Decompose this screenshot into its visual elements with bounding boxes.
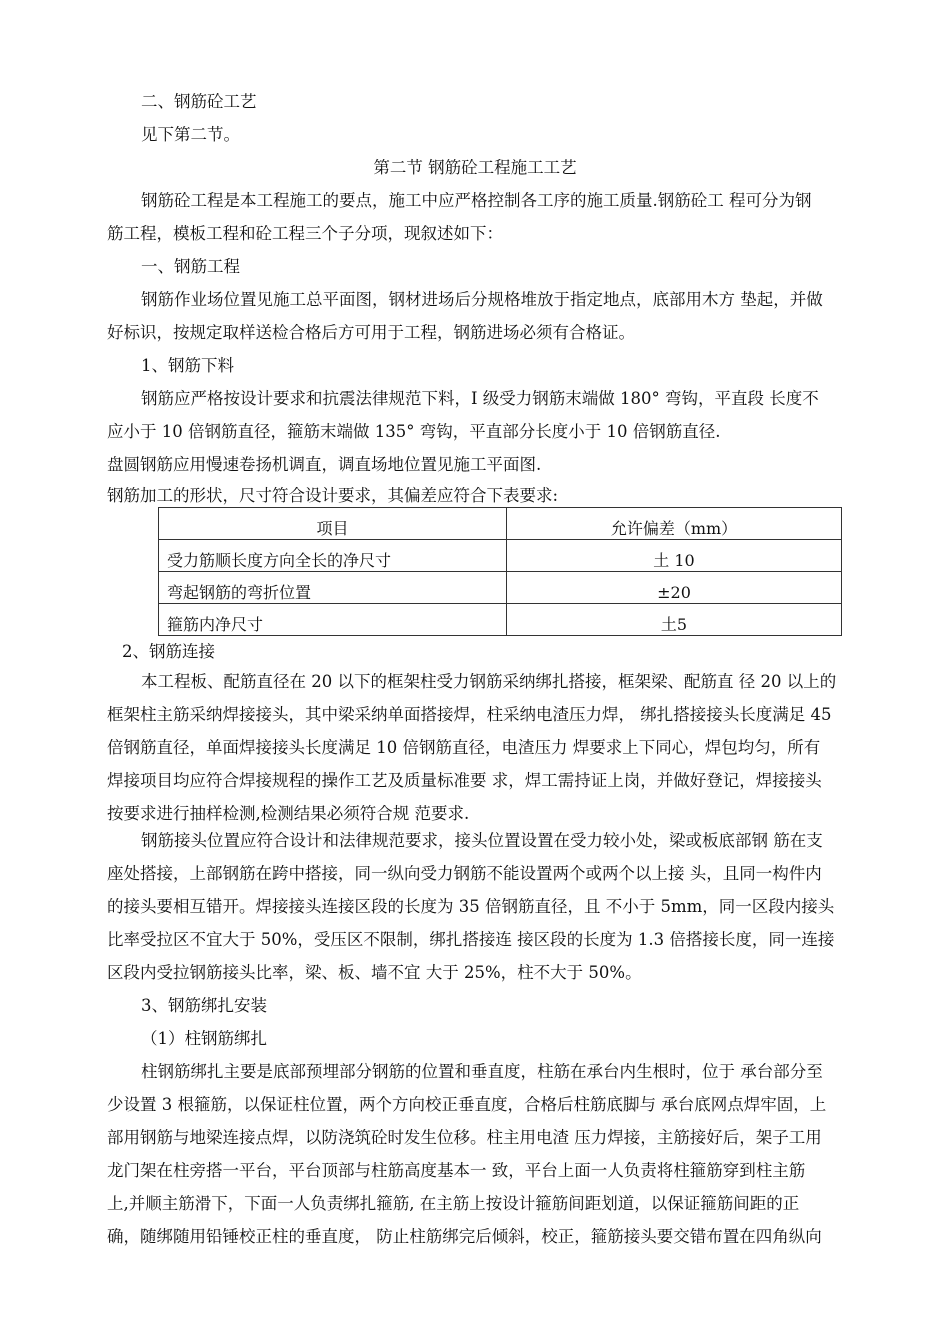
heading-cutting: 1、钢筋下料 [141,356,234,375]
paragraph-line: 盘圆钢筋应用慢速卷扬机调直，调直场地位置见施工平面图. [107,455,542,474]
heading-connection: 2、钢筋连接 [122,642,215,661]
paragraph-line: 比率受拉区不宜大于 50%，受压区不限制，绑扎搭接连 接区段的长度为 1.3 倍搭接长度，同一连接 [107,930,835,949]
table-row [159,540,842,572]
paragraph-line: 钢筋作业场位置见施工总平面图，钢材进场后分规格堆放于指定地点，底部用木方 垫起，并做 [141,290,823,309]
table-row [159,604,842,636]
heading-binding: 3、钢筋绑扎安装 [141,996,267,1015]
paragraph-line: 倍钢筋直径，单面焊接接头长度满足 10 倍钢筋直径，电渣压力 焊要求上下同心，焊包均匀，所有 [107,738,821,757]
table-row [159,572,842,604]
paragraph-line: 少设置 3 根箍筋，以保证柱位置，两个方向校正垂直度，合格后柱筋底脚与 承台底网点焊牢固，上 [107,1095,827,1114]
section-title: 第二节 钢筋砼工程施工工艺 [373,158,577,177]
table-cell: ±20 [507,572,842,604]
table-cell: 土5 [507,604,842,636]
paragraph-line: 应小于 10 倍钢筋直径，箍筋末端做 135° 弯钩，平直部分长度小于 10 倍钢筋直径. [107,422,721,441]
see-next-section-text: 见下第二节。 [141,125,240,144]
deviation-table [158,507,842,636]
paragraph-line: 本工程板、配筋直径在 20 以下的框架柱受力钢筋采纳绑扎搭接，框架梁、配筋直 径 20 以上的 [141,672,837,691]
table-header-row [159,508,842,540]
table-cell: 土 10 [507,540,842,572]
paragraph-line: 上,并顺主筋滑下，下面一人负责绑扎箍筋, 在主筋上按设计箍筋间距划道，以保证箍筋间距的正 [107,1194,800,1213]
paragraph-line: 筋工程，模板工程和砼工程三个子分项，现叙述如下： [107,224,503,243]
paragraph-line: 按要求进行抽样检测,检测结果必须符合规 范要求. [107,804,470,823]
paragraph-line: 钢筋接头位置应符合设计和法律规范要求，接头位置设置在受力较小处，梁或板底部钢 筋在支 [141,831,823,850]
paragraph-line: 框架柱主筋采纳焊接接头，其中梁采纳单面搭接焊，柱采纳电渣压力焊， 绑扎搭接接头长度满足 45 [107,705,832,724]
paragraph-line: 座处搭接，上部钢筋在跨中搭接，同一纵向受力钢筋不能设置两个或两个以上接 头，且同一构件内 [107,864,822,883]
paragraph-line: 钢筋应严格按设计要求和抗震法律规范下料，I 级受力钢筋末端做 180° 弯钩，平直段 长度不 [141,389,819,408]
heading-concrete-process: 二、钢筋砼工艺 [141,92,257,111]
table-header-cell: 项目 [159,508,507,540]
table-cell: 箍筋内净尺寸 [159,604,507,636]
heading-rebar-works: 一、钢筋工程 [141,257,240,276]
paragraph-line: 区段内受拉钢筋接头比率，梁、板、墙不宜 大于 25%，柱不大于 50%。 [107,963,642,982]
paragraph-line: 好标识，按规定取样送检合格后方可用于工程，钢筋进场必须有合格证。 [107,323,635,342]
paragraph-line: 焊接项目均应符合焊接规程的操作工艺及质量标准要 求，焊工需持证上岗，并做好登记，焊接接头 [107,771,822,790]
paragraph-line: 部用钢筋与地梁连接点焊，以防浇筑砼时发生位移。柱主用电渣 压力焊接，主筋接好后，架子工用 [107,1128,822,1147]
paragraph-line: 钢筋砼工程是本工程施工的要点，施工中应严格控制各工序的施工质量.钢筋砼工 程可分为钢 [141,191,812,210]
paragraph-line: 的接头要相互错开。焊接接头连接区段的长度为 35 倍钢筋直径，且 不小于 5mm，同一区段内接头 [107,897,835,916]
paragraph-line: 确，随绑随用铅锤校正柱的垂直度， 防止柱筋绑完后倾斜，校正，箍筋接头要交错布置在四角纵向 [107,1227,822,1246]
table-header-cell: 允许偏差（mm） [507,508,842,540]
paragraph-line: 龙门架在柱旁搭一平台，平台顶部与柱筋高度基本一 致，平台上面一人负责将柱箍筋穿到柱主筋 [107,1161,806,1180]
paragraph-line: 柱钢筋绑扎主要是底部预埋部分钢筋的位置和垂直度，柱筋在承台内生根时，位于 承台部分至 [141,1062,823,1081]
table-cell: 弯起钢筋的弯折位置 [159,572,507,604]
table-caption: 钢筋加工的形状，尺寸符合设计要求，其偏差应符合下表要求: [107,486,559,505]
heading-column-binding: （1）柱钢筋绑扎 [141,1029,267,1048]
table-cell: 受力筋顺长度方向全长的净尺寸 [159,540,507,572]
